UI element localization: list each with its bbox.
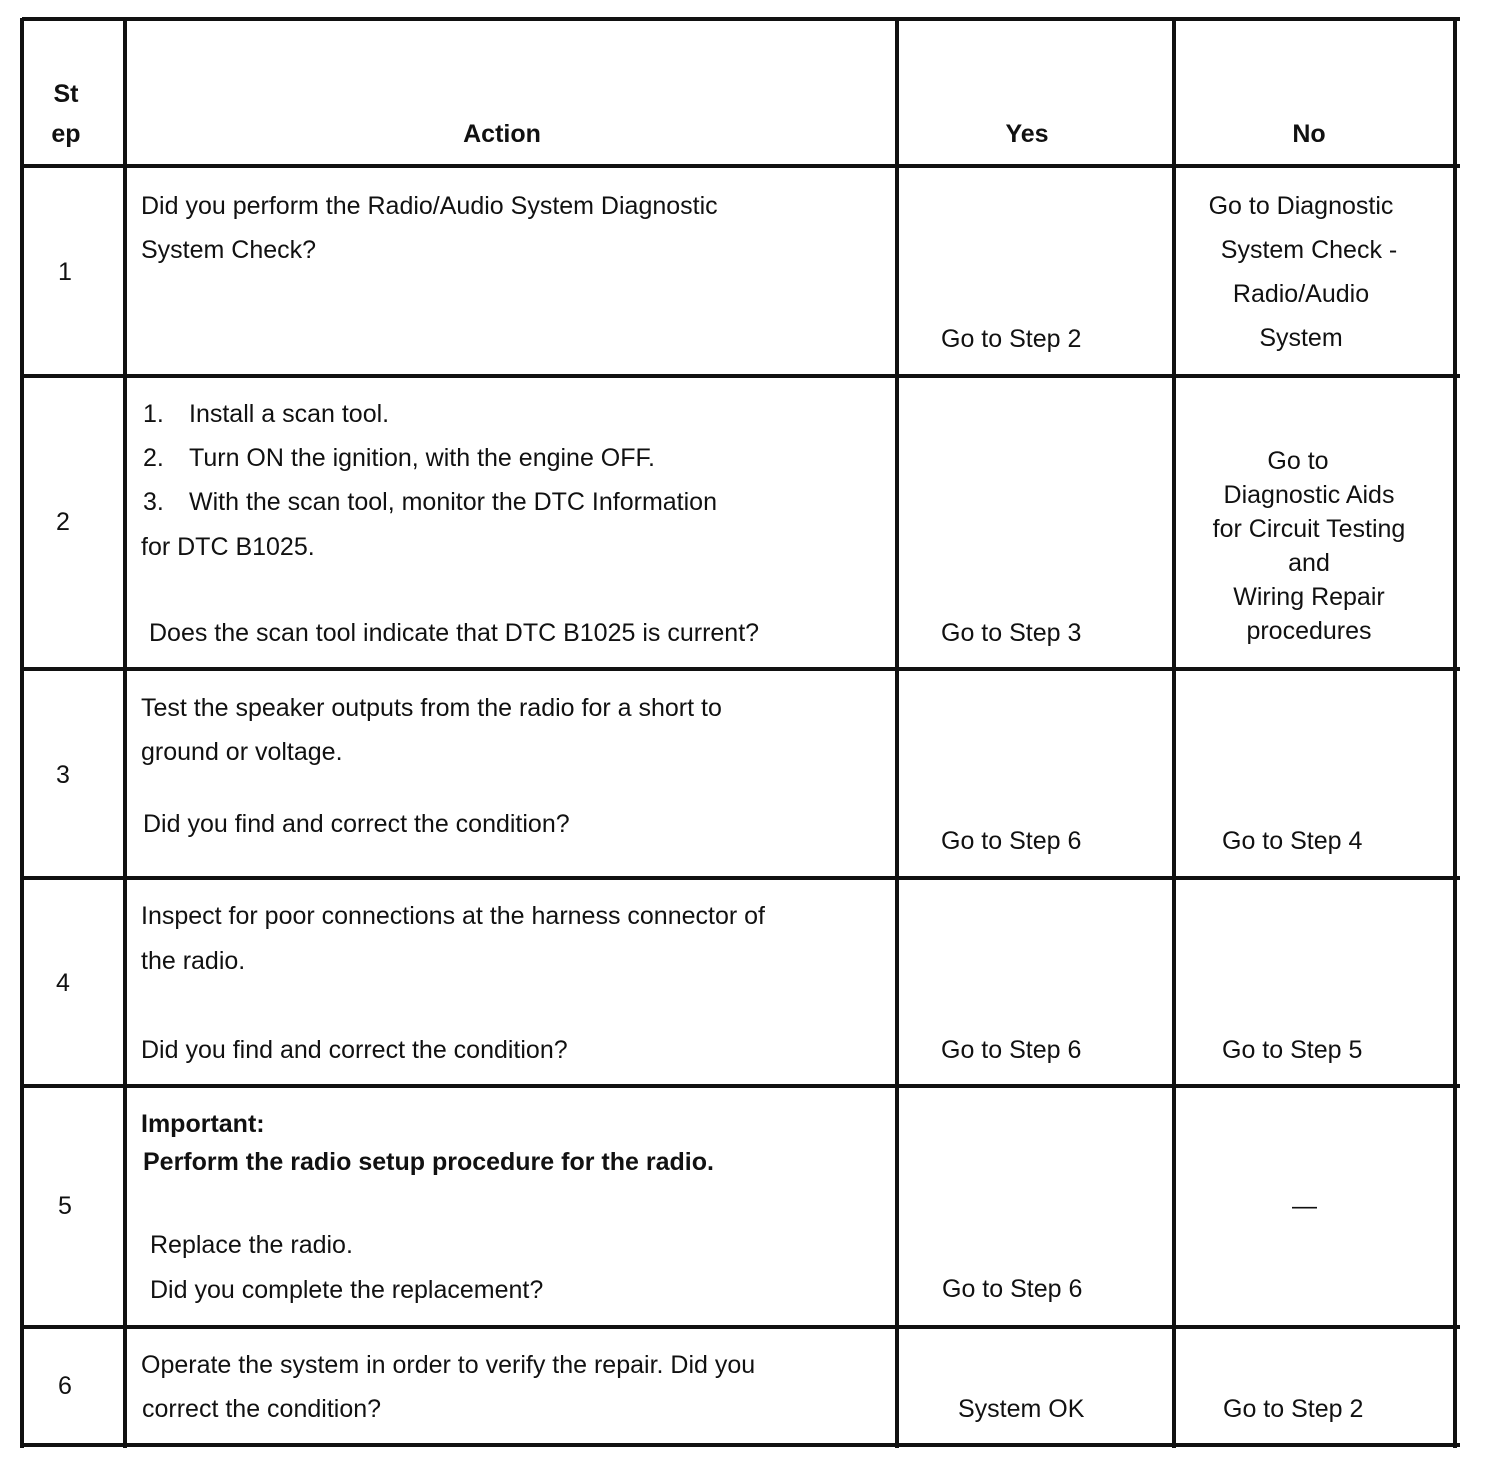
- yes-result: Go to Step 6: [941, 1036, 1082, 1064]
- no-line: Radio/Audio: [1232, 280, 1370, 308]
- yes-result: Go to Step 6: [942, 1275, 1083, 1303]
- no-line: Go to Diagnostic: [1208, 192, 1394, 220]
- action-question: Did you find and correct the condition?: [143, 810, 570, 838]
- step-number: 5: [58, 1192, 72, 1220]
- step-number: 1: [58, 258, 72, 286]
- row-divider: [22, 876, 1460, 880]
- no-line: and: [1288, 549, 1330, 577]
- action-line: Test the speaker outputs from the radio for a short to: [141, 694, 722, 722]
- action-line: Operate the system in order to verify the repair. Did you: [141, 1351, 756, 1379]
- action-question: Does the scan tool indicate that DTC B1025 is current?: [149, 619, 760, 647]
- yes-result: Go to Step 6: [941, 827, 1082, 855]
- row-divider: [22, 667, 1460, 671]
- no-line: for Circuit Testing: [1212, 515, 1406, 543]
- step-number: 4: [56, 969, 70, 997]
- no-line: System: [1259, 324, 1343, 352]
- action-item-number: 1.: [143, 400, 164, 428]
- action-line: ground or voltage.: [141, 738, 343, 766]
- row-divider: [22, 1325, 1460, 1329]
- action-line: Did you perform the Radio/Audio System Diagnostic: [141, 192, 718, 220]
- no-result: —: [1292, 1192, 1317, 1220]
- row-divider: [22, 374, 1460, 378]
- no-line: System Check -: [1220, 236, 1398, 264]
- important-text: Perform the radio setup procedure for the radio.: [143, 1148, 714, 1176]
- action-line: Replace the radio.: [150, 1231, 353, 1259]
- row-divider: [22, 1084, 1460, 1088]
- action-line: the radio.: [141, 947, 246, 975]
- header-step-line: ep: [51, 120, 81, 148]
- yes-result: System OK: [958, 1395, 1085, 1423]
- action-item-text: Turn ON the ignition, with the engine OFF.: [189, 444, 655, 472]
- important-label: Important:: [141, 1110, 265, 1138]
- header-yes: Yes: [1005, 120, 1049, 148]
- header-step-line: St: [53, 80, 79, 108]
- yes-result: Go to Step 2: [941, 325, 1082, 353]
- action-item-number: 2.: [143, 444, 164, 472]
- no-line: Wiring Repair: [1233, 583, 1385, 611]
- no-result: [1176, 184, 1426, 360]
- step-number: 2: [56, 508, 70, 536]
- action-line: correct the condition?: [142, 1395, 382, 1423]
- header-step: [24, 74, 108, 154]
- action-question: Did you find and correct the condition?: [141, 1036, 568, 1064]
- table-border-top: [22, 17, 1460, 21]
- action-line: System Check?: [141, 236, 317, 264]
- action-line: for DTC B1025.: [141, 533, 315, 561]
- action-item-text: With the scan tool, monitor the DTC Information: [189, 488, 717, 516]
- header-no: No: [1292, 120, 1326, 148]
- no-result: Go to Step 5: [1222, 1036, 1363, 1064]
- action-item-number: 3.: [143, 488, 164, 516]
- action-line: Inspect for poor connections at the harness connector of: [141, 902, 765, 930]
- table-border-bottom: [22, 1443, 1460, 1447]
- header-action: Action: [463, 120, 541, 148]
- no-result: Go to Step 4: [1222, 827, 1363, 855]
- column-divider: [123, 18, 127, 1448]
- yes-result: Go to Step 3: [941, 619, 1082, 647]
- step-number: 6: [58, 1372, 72, 1400]
- action-item-text: Install a scan tool.: [189, 400, 390, 428]
- no-line: procedures: [1246, 617, 1372, 645]
- no-result: [1176, 444, 1442, 648]
- no-line: Go to: [1267, 447, 1329, 475]
- table-border-right: [1453, 18, 1457, 1448]
- column-divider: [895, 18, 899, 1448]
- row-divider: [22, 164, 1460, 168]
- table-border-left: [20, 18, 24, 1448]
- no-line: Diagnostic Aids: [1223, 481, 1395, 509]
- step-number: 3: [56, 761, 70, 789]
- no-result: Go to Step 2: [1223, 1395, 1364, 1423]
- action-line: Did you complete the replacement?: [150, 1276, 544, 1304]
